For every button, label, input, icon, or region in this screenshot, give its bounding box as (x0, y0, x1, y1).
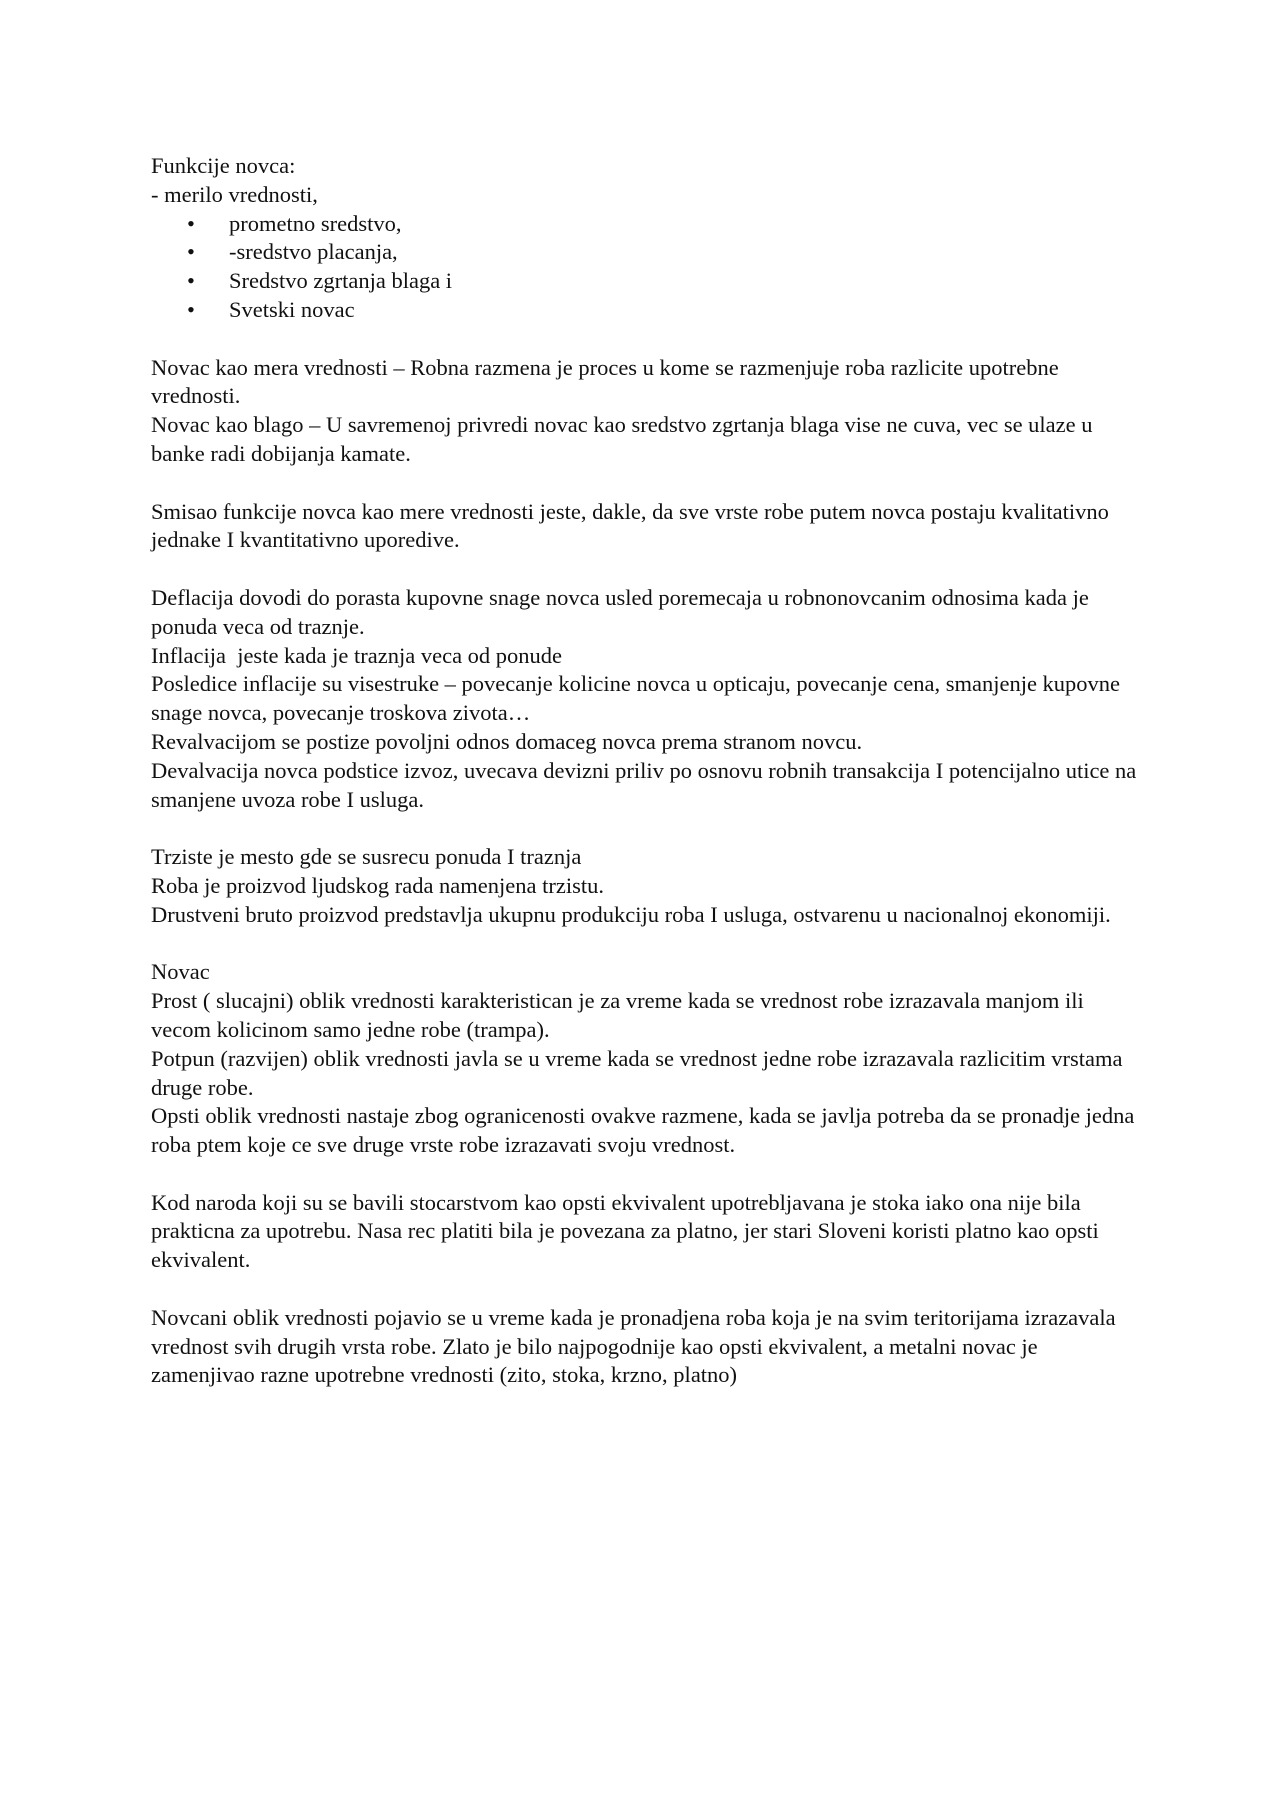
paragraph-line: Trziste je mesto gde se susrecu ponuda I traznja (151, 844, 582, 870)
bullet-text: prometno sredstvo, (229, 210, 402, 236)
paragraph-line: Revalvacijom se postize povoljni odnos domaceg novca prema stranom novcu. (151, 728, 863, 754)
paragraph-line: Drustveni bruto proizvod predstavlja ukupnu produkciju roba I usluga, ostvarenu u nacionalnoj ekonomiji. (151, 901, 1111, 927)
paragraph-line: Kod naroda koji su se bavili stocarstvom kao opsti ekvivalent upotrebljavana je stoka iako ona nije bila prakticna za upotrebu. Nasa rec platiti bila je povezana za platno, jer stari Sloveni koristi platno kao opsti ekvivalent. (151, 1189, 1105, 1273)
bullet-marker: • (187, 210, 195, 236)
paragraph (151, 958, 1141, 1160)
paragraph (151, 1304, 1141, 1390)
paragraph-line: Opsti oblik vrednosti nastaje zbog ogranicenosti ovakve razmene, kada se javlja potreba da se pronadje jedna roba ptem koje ce sve druge vrste robe izrazavati svoju vrednost. (151, 1103, 1141, 1158)
paragraph-line: Posledice inflacije su visestruke – povecanje kolicine novca u opticaju, povecanje cena, smanjenje kupovne snage novca, povecanje troskova zivota… (151, 671, 1126, 726)
paragraph-line: Novac (151, 959, 210, 985)
bullet-marker: • (187, 268, 195, 294)
paragraph-line: Smisao funkcije novca kao mere vrednosti jeste, dakle, da sve vrste robe putem novca postaju kvalitativno jednake I kvantitativno uporedive. (151, 498, 1115, 553)
paragraph-line: Novac kao mera vrednosti – Robna razmena je proces u kome se razmenjuje roba razlicite upotrebne vrednosti. (151, 354, 1065, 409)
functions-section (151, 152, 1141, 325)
paragraph-line: Potpun (razvijen) oblik vrednosti javla se u vreme kada se vrednost jedne robe izrazavala razlicitim vrstama druge robe. (151, 1045, 1129, 1100)
first-function-item: - merilo vrednosti, (151, 181, 318, 207)
functions-bullet-list (151, 210, 1141, 325)
bullet-text: Svetski novac (229, 296, 355, 322)
bullet-marker: • (187, 296, 195, 322)
paragraph (151, 354, 1141, 469)
paragraph-line: Roba je proizvod ljudskog rada namenjena trzistu. (151, 872, 604, 898)
paragraph-line: Novcani oblik vrednosti pojavio se u vreme kada je pronadjena roba koja je na svim teritorijama izrazavala vrednost svih drugih vrsta robe. Zlato je bilo najpogodnije kao opsti ekvivalent, a metalni novac je zamenjivao razne upotrebne vrednosti (zito, stoka, krzno, platno) (151, 1304, 1122, 1388)
paragraph (151, 498, 1141, 556)
paragraph-line: Inflacija jeste kada je traznja veca od ponude (151, 642, 563, 668)
paragraph (151, 1189, 1141, 1275)
paragraph-line: Novac kao blago – U savremenoj privredi novac kao sredstvo zgrtanja blaga vise ne cuva, vec se ulaze u banke radi dobijanja kamate. (151, 412, 1099, 466)
bullet-list-item (151, 238, 1141, 267)
paragraph-line: Deflacija dovodi do porasta kupovne snage novca usled poremecaja u robnonovcanim odnosima kada je ponuda veca od traznje. (151, 584, 1095, 639)
paragraph-line: Prost ( slucajni) oblik vrednosti karakteristican je za vreme kada se vrednost robe izrazavala manjom ili vecom kolicinom samo jedne robe (trampa). (151, 988, 1090, 1042)
bullet-list-item (151, 210, 1141, 239)
bullet-text: -sredstvo placanja, (229, 239, 398, 265)
paragraph (151, 584, 1141, 814)
bullet-text: Sredstvo zgrtanja blaga i (229, 268, 453, 294)
paragraph-line: Devalvacija novca podstice izvoz, uvecava devizni priliv po osnovu robnih transakcija I potencijalno utice na smanjene uvoza robe I usluga. (151, 757, 1142, 812)
section-heading: Funkcije novca: (151, 153, 296, 178)
paragraph (151, 843, 1141, 929)
bullet-list-item (151, 296, 1141, 325)
bullet-marker: • (187, 239, 195, 265)
document-body (151, 152, 1141, 1390)
bullet-list-item (151, 267, 1141, 296)
